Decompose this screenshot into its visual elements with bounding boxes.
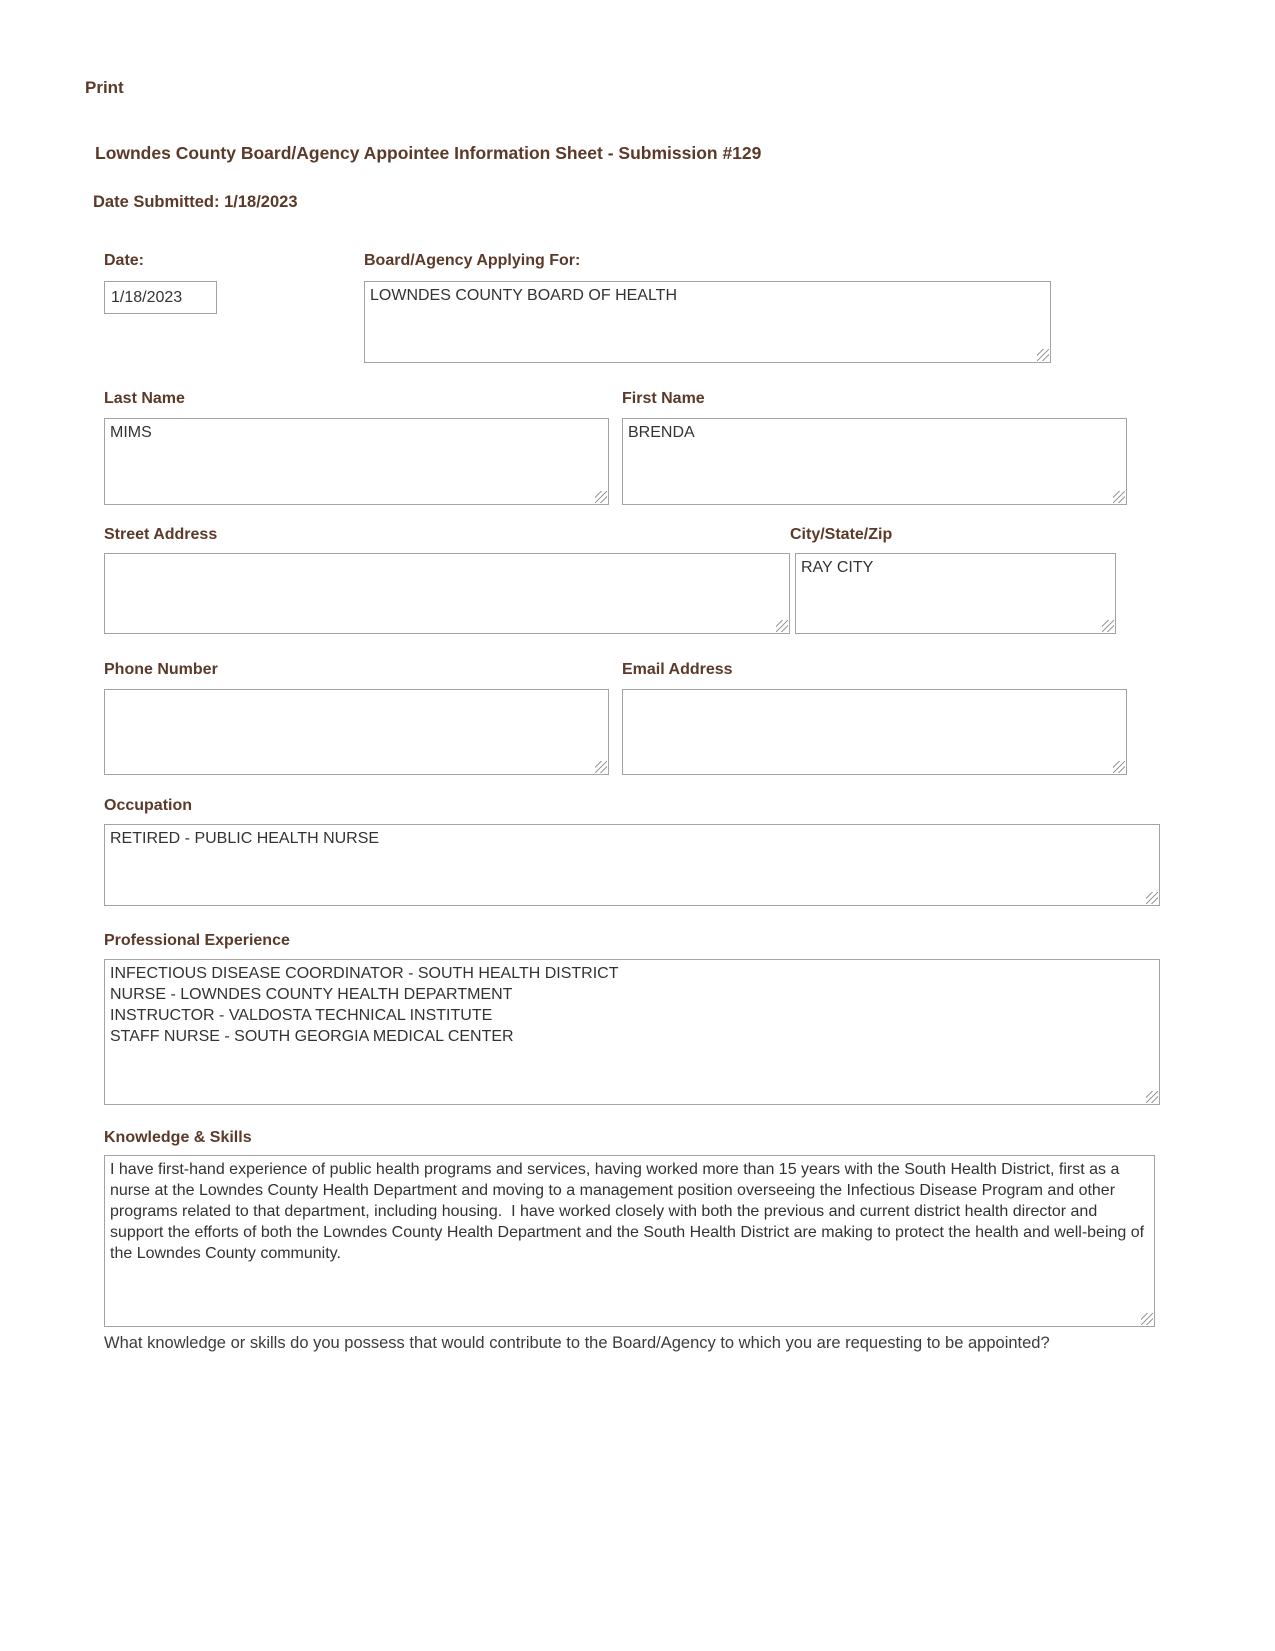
phone-number-label: Phone Number bbox=[104, 661, 218, 678]
email-address-textarea[interactable] bbox=[622, 689, 1127, 775]
board-agency-textarea[interactable] bbox=[364, 281, 1051, 363]
first-name-field-wrap bbox=[622, 418, 1127, 505]
professional-experience-textarea[interactable] bbox=[104, 959, 1160, 1105]
resize-grip-icon[interactable] bbox=[1146, 1091, 1158, 1103]
city-state-zip-textarea[interactable] bbox=[795, 553, 1116, 634]
resize-grip-icon[interactable] bbox=[1146, 892, 1158, 904]
email-address-field-wrap bbox=[622, 689, 1127, 775]
city-state-zip-label: City/State/Zip bbox=[790, 526, 893, 543]
professional-experience-label: Professional Experience bbox=[104, 932, 290, 949]
page-title: Lowndes County Board/Agency Appointee Information Sheet - Submission #129 bbox=[95, 143, 762, 163]
phone-number-textarea[interactable] bbox=[104, 689, 609, 775]
resize-grip-icon[interactable] bbox=[1113, 761, 1125, 773]
date-label: Date: bbox=[104, 252, 145, 269]
last-name-label: Last Name bbox=[104, 390, 185, 407]
first-name-label: First Name bbox=[622, 390, 705, 407]
street-address-textarea[interactable] bbox=[104, 553, 790, 634]
phone-number-field-wrap bbox=[104, 689, 609, 775]
resize-grip-icon[interactable] bbox=[1102, 620, 1114, 632]
city-state-zip-field-wrap bbox=[795, 553, 1116, 634]
occupation-field-wrap bbox=[104, 824, 1160, 906]
print-button[interactable]: Print bbox=[85, 78, 124, 97]
resize-grip-icon[interactable] bbox=[1113, 491, 1125, 503]
resize-grip-icon[interactable] bbox=[1141, 1313, 1153, 1325]
street-address-label: Street Address bbox=[104, 526, 218, 543]
resize-grip-icon[interactable] bbox=[776, 620, 788, 632]
last-name-textarea[interactable] bbox=[104, 418, 609, 505]
knowledge-skills-textarea[interactable] bbox=[104, 1155, 1155, 1327]
professional-experience-field-wrap bbox=[104, 959, 1160, 1105]
resize-grip-icon[interactable] bbox=[595, 491, 607, 503]
resize-grip-icon[interactable] bbox=[595, 761, 607, 773]
first-name-textarea[interactable] bbox=[622, 418, 1127, 505]
resize-grip-icon[interactable] bbox=[1037, 349, 1049, 361]
occupation-textarea[interactable] bbox=[104, 824, 1160, 906]
date-submitted-text: Date Submitted: 1/18/2023 bbox=[93, 193, 298, 211]
email-address-label: Email Address bbox=[622, 661, 733, 678]
knowledge-skills-field-wrap bbox=[104, 1155, 1155, 1327]
date-input[interactable] bbox=[104, 281, 217, 314]
board-agency-field-wrap bbox=[364, 281, 1051, 363]
knowledge-skills-label: Knowledge & Skills bbox=[104, 1129, 252, 1146]
street-address-field-wrap bbox=[104, 553, 790, 634]
board-agency-label: Board/Agency Applying For: bbox=[364, 252, 581, 269]
last-name-field-wrap bbox=[104, 418, 609, 505]
knowledge-skills-helper-text: What knowledge or skills do you possess that would contribute to the Board/Agency to which you are requesting to be appointed? bbox=[104, 1334, 1050, 1352]
occupation-label: Occupation bbox=[104, 797, 193, 814]
